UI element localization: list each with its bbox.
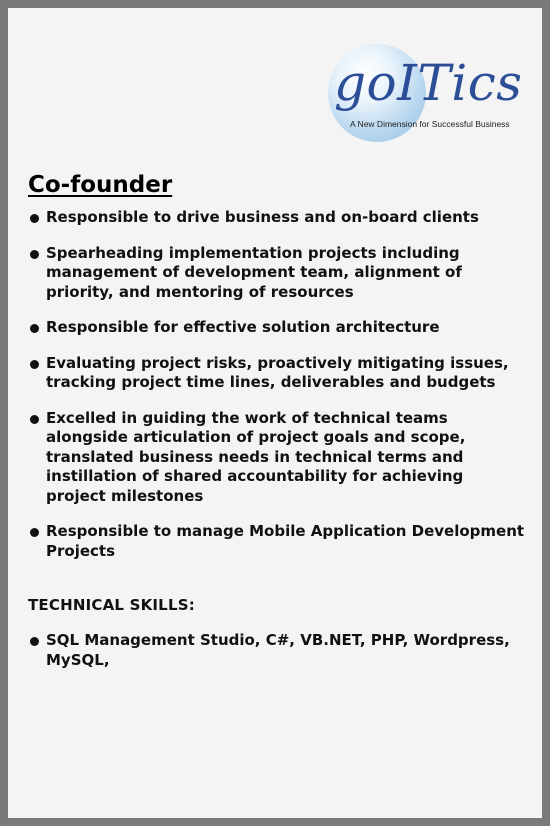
list-item (28, 354, 528, 393)
bullet-icon (30, 637, 39, 646)
bullet-icon (30, 415, 39, 424)
skills-heading: TECHNICAL SKILLS: (28, 596, 195, 614)
role-title: Co-founder (28, 172, 173, 198)
resume-page (8, 8, 542, 818)
duty-text: Responsible to manage Mobile Application Development Projects (46, 522, 525, 560)
duty-text: Spearheading implementation projects including management of development team, alignment of priority, and mentoring of resources (46, 243, 462, 301)
skill-text: SQL Management Studio, C#, VB.NET, PHP, Wordpress, MySQL, (46, 631, 510, 669)
bullet-icon (30, 360, 39, 369)
list-item (28, 409, 528, 507)
bullet-icon (30, 214, 39, 223)
logo-tagline: A New Dimension for Successful Business (350, 119, 510, 129)
duties-list (28, 208, 528, 577)
list-item (28, 522, 528, 561)
skills-list (28, 631, 528, 686)
bullet-icon (30, 250, 39, 259)
list-item (28, 208, 528, 228)
list-item (28, 318, 528, 338)
bullet-icon (30, 324, 39, 333)
company-logo (320, 40, 530, 150)
logo-wordmark: goITics (334, 54, 523, 112)
list-item (28, 631, 528, 670)
duty-text: Evaluating project risks, proactively mitigating issues, tracking project time lines, deliverables and budgets (46, 353, 509, 391)
duty-text: Excelled in guiding the work of technical teams alongside articulation of project goals and scope, translated business needs in technical terms and instillation of shared accountability for achieving project milestones (46, 408, 466, 505)
duty-text: Responsible for effective solution architecture (46, 318, 440, 336)
list-item (28, 244, 528, 303)
bullet-icon (30, 528, 39, 537)
duty-text: Responsible to drive business and on-board clients (46, 208, 479, 226)
